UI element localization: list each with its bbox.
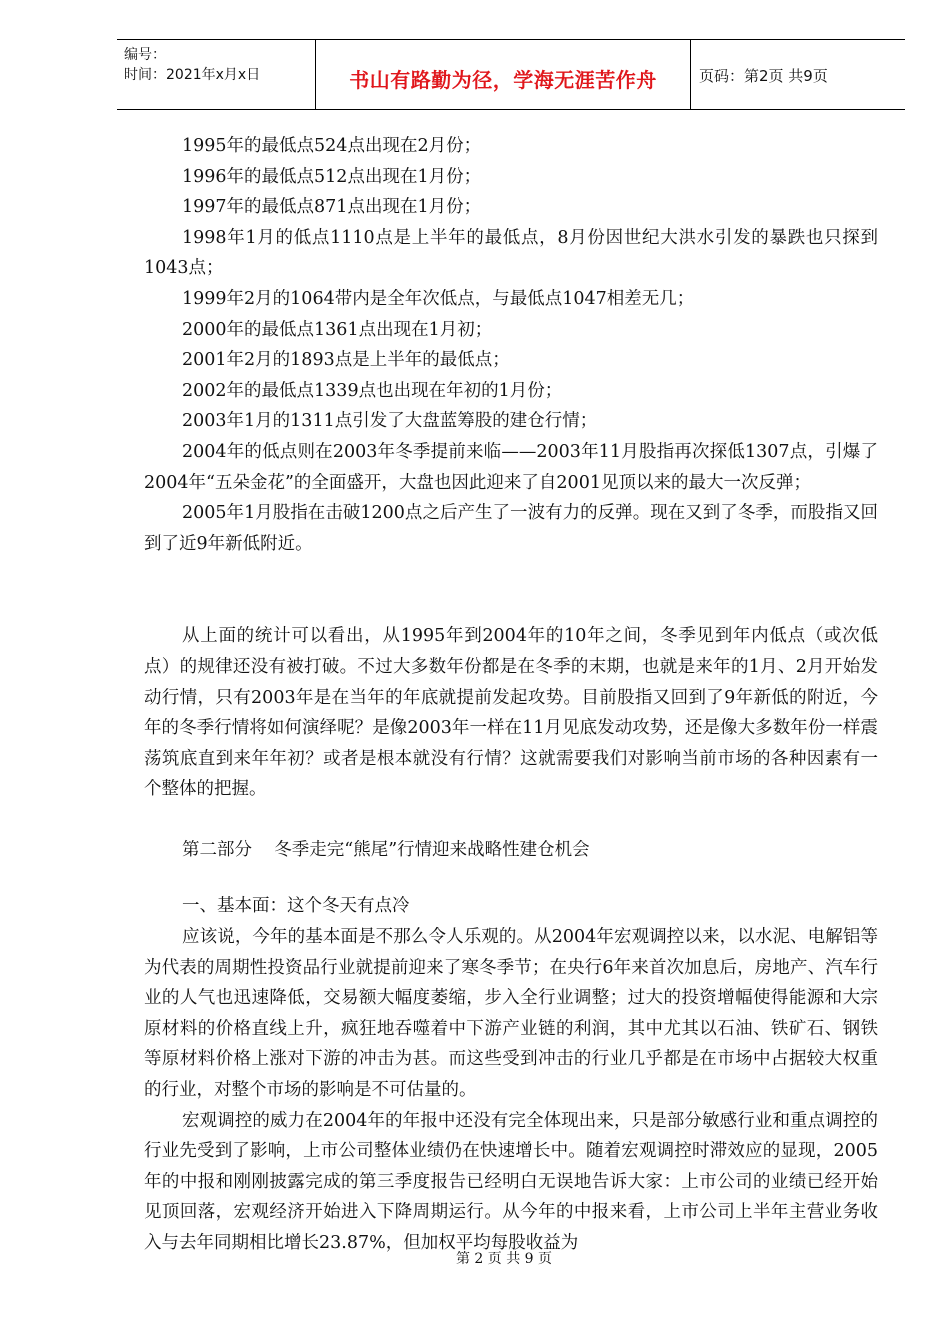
paragraph-2001: 2001年2月的1893点是上半年的最低点； — [182, 350, 510, 371]
paragraph-2003: 2003年1月的1311点引发了大盘蓝筹股的建仓行情； — [182, 411, 598, 432]
summary-paragraph: 从上面的统计可以看出，从1995年到2004年的10年之间，冬季见到年内低点（或次低点）的规律还没有被打破。不过大多数年份都是在冬季的末期，也就是来年的1月、2月开始发动行情，只有2003年是在当年的年底就提前发起攻势。目前股指又回到了9年新低的附近，今年的冬季行情将如何演绎呢？是像2003年一样在11月见底发动攻势，还是像大多数年份一样震荡筑底直到来年年初？或者是根本就没有行情？这就需要我们对影响当前市场的各种因素有一个整体的把握。 — [144, 626, 878, 800]
header-meta-cell — [117, 40, 315, 109]
paragraph-2005: 2005年1月股指在击破1200点之后产生了一波有力的反弹。现在又到了冬季，而股指又回到了近9年新低附近。 — [144, 503, 878, 554]
page-footer: 第 2 页 共 9 页 — [455, 1251, 553, 1267]
header-page-cell — [690, 40, 905, 109]
paragraph-2002: 2002年的最低点1339点也出现在年初的1月份； — [182, 380, 563, 401]
serial-label: 编号： — [124, 47, 166, 63]
header-motto-cell — [315, 40, 691, 109]
subheading: 一、基本面：这个冬天有点冷 — [182, 896, 410, 917]
document-body — [144, 131, 878, 1259]
paragraph-2000: 2000年的最低点1361点出现在1月初； — [182, 319, 493, 340]
paragraph-1997: 1997年的最低点871点出现在1月份； — [182, 197, 482, 218]
header-motto: 书山有路勤为径，学海无涯苦作舟 — [349, 68, 657, 92]
paragraph-1999: 1999年2月的1064带内是全年次低点，与最低点1047相差无几； — [182, 288, 695, 309]
paragraph-1995: 1995年的最低点524点出现在2月份； — [182, 136, 482, 156]
paragraph-fundamentals: 应该说，今年的基本面是不那么令人乐观的。从2004年宏观调控以来，以水泥、电解铝等为代表的周期性投资品行业就提前迎来了寒冬季节；在央行6年来首次加息后，房地产、汽车行业的人气也迅速降低，交易额大幅度萎缩，步入全行业调整；过大的投资增幅使得能源和大宗原材料的价格直线上升，疯狂地吞噬着中下游产业链的利润，其中尤其以石油、铁矿石、钢铁等原材料价格上涨对下游的冲击为甚。而这些受到冲击的行业几乎都是在市场中占据较大权重的行业，对整个市场的影响是不可估量的。 — [144, 927, 878, 1101]
paragraph-2004: 2004年的低点则在2003年冬季提前来临——2003年11月股指再次探低1307点，引爆了2004年“五朵金花”的全面盛开，大盘也因此迎来了自2001见顶以来的最大一次反弹； — [144, 441, 878, 493]
paragraph-1996: 1996年的最低点512点出现在1月份； — [182, 166, 482, 187]
paragraph-macro: 宏观调控的威力在2004年的年报中还没有完全体现出来，只是部分敏感行业和重点调控的行业先受到了影响，上市公司整体业绩仍在快速增长中。随着宏观调控时滞效应的显现，2005年的中报和刚刚披露完成的第三季度报告已经明白无误地告诉大家：上市公司的业绩已经开始见顶回落，宏观经济开始进入下降周期运行。从今年的中报来看，上市公司上半年主营业务收入与去年同期相比增长23.87%，但加权平均每股收益为 — [144, 1110, 878, 1253]
date-label: 时间：2021年x月x日 — [124, 67, 261, 83]
page-header — [117, 39, 905, 110]
paragraph-1998: 1998年1月的低点1110点是上半年的最低点，8月份因世纪大洪水引发的暴跌也只探到1043点； — [144, 227, 878, 279]
header-page-number: 页码：第2页 共9页 — [699, 67, 828, 85]
section-heading: 第二部分 冬季走完“熊尾”行情迎来战略性建仓机会 — [182, 839, 590, 860]
